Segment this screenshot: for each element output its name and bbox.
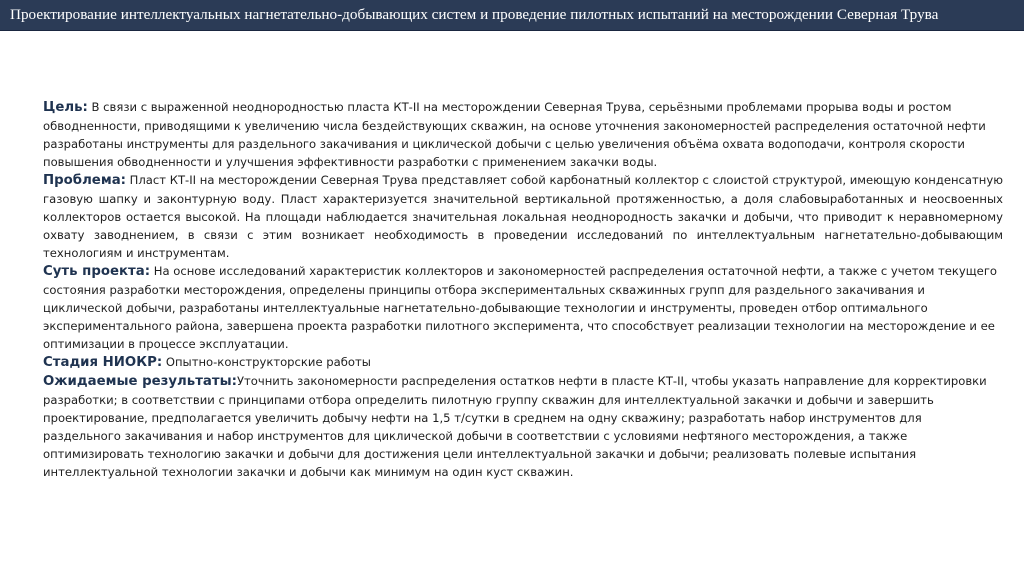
essence-text: На основе исследований характеристик коллекторов и закономерностей распределения остаточной нефти, а также с учетом текущего состояния разработки месторождения, определены принципы отбора экспериментальных скважинных групп для раздельного закачивания и циклической добычи, разработаны интеллектуальные нагнетательно-добывающие технологии и инструменты, проведен отбор оптимального экспериментального района, завершена проекта разработки пилотного эксперимента, что способствует реализации технологии на месторождение и ее оптимизации в процессе эксплуатации. [43, 264, 998, 351]
essence-paragraph [43, 262, 1003, 353]
problem-paragraph [43, 171, 1003, 262]
goal-text: В связи с выраженной неоднородностью пласта КТ-II на месторождении Северная Трува, серьёзными проблемами прорыва воды и ростом обводненности, приводящими к увеличению числа бездействующих скважин, на основе уточнения закономерностей распределения остаточной нефти разработаны инструменты для раздельного закачивания и циклической добычи с целью увеличения объёма охвата водоподачи, контроля скорости повышения обводненности и улучшения эффективности разработки с применением закачки воды. [43, 100, 986, 169]
problem-label: Проблема: [43, 173, 126, 188]
problem-text: Пласт КТ-II на месторождении Северная Трува представляет собой карбонатный коллектор с слоистой структурой, имеющую конденсатную газовую шапку и законтурную воду. Пласт характеризуется значительной вертикальной протяженностью, а доля слабовыработанных и неосвоенных коллекторов остается высокой. На площади наблюдается значительная локальная неоднородность закачки и добычи, что приводит к неравномерному охвату заводнением, в связи с этим возникает необходимость в проведении исследований по интеллектуальным нагнетательно-добывающим технологиям и инструментам. [43, 173, 1003, 260]
essence-label: Суть проекта: [43, 264, 151, 279]
stage-text: Опытно-конструкторские работы [162, 355, 371, 369]
results-text: Уточнить закономерности распределения остатков нефти в пласте КТ-II, чтобы указать направление для корректировки разработки; в соответствии с принципами отбора определить пилотную группу скважин для интеллектуальной закачки и добычи и завершить проектирование, предполагается увеличить добычу нефти на 1,5 т/сутки в среднем на одну скважину; разработать набор инструментов для раздельного закачивания и набор инструментов для циклической добычи в соответствии с условиями нефтяного месторождения, а также оптимизировать технологию закачки и добычи для достижения цели интеллектуальной закачки и добычи; реализовать полевые испытания интеллектуальной технологии закачки и добычи как минимум на один куст скважин. [43, 374, 987, 479]
goal-label: Цель: [43, 100, 88, 115]
stage-label: Стадия НИОКР: [43, 355, 163, 370]
stage-paragraph [43, 353, 1003, 372]
goal-paragraph [43, 98, 1003, 171]
slide-body [43, 98, 1003, 481]
results-label: Ожидаемые результаты: [43, 374, 237, 389]
title-bar [0, 0, 1024, 31]
results-paragraph [43, 372, 1003, 481]
slide-title: Проектирование интеллектуальных нагнетательно-добывающих систем и проведение пилотных испытаний на месторождении Северная Трува [10, 6, 939, 23]
